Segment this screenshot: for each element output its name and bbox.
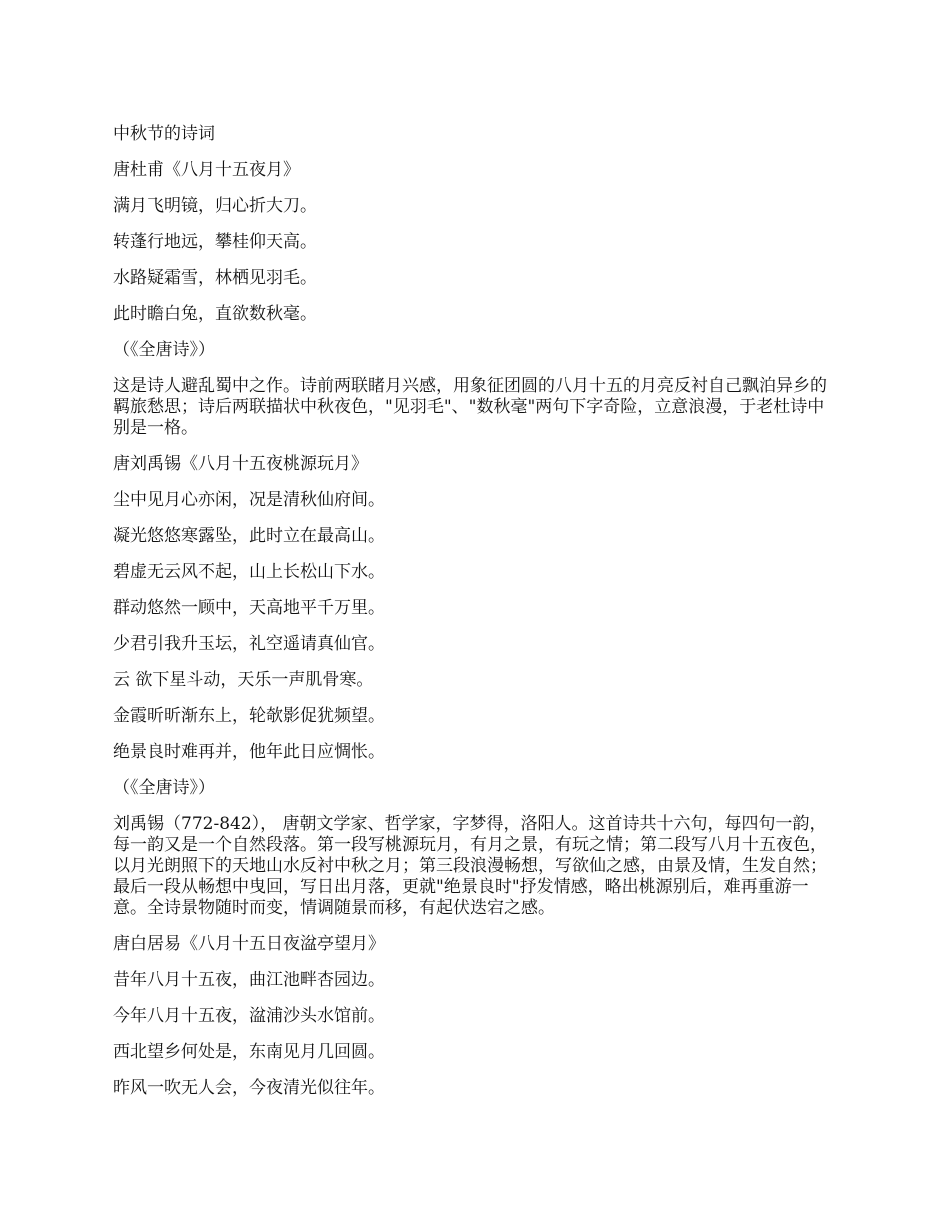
poem-line: 少君引我升玉坛，礼空遥请真仙官。 — [113, 634, 385, 654]
poem-line: 金霞昕昕渐东上，轮欹影促犹频望。 — [113, 706, 385, 726]
document-title: 中秋节的诗词 — [113, 124, 215, 144]
poem-line: 凝光悠悠寒露坠，此时立在最高山。 — [113, 526, 385, 546]
poem-line: 今年八月十五夜，湓浦沙头水馆前。 — [113, 1006, 385, 1026]
poem-line: 群动悠然一顾中，天高地平千万里。 — [113, 598, 385, 618]
poem-line: 昔年八月十五夜，曲江池畔杏园边。 — [113, 970, 385, 990]
poem-heading: 唐杜甫《八月十五夜月》 — [113, 160, 300, 180]
poem-line: 云 欲下星斗动，天乐一声肌骨寒。 — [113, 670, 374, 690]
poem-heading: 唐白居易《八月十五日夜湓亭望月》 — [113, 934, 385, 954]
poem-heading: 唐刘禹锡《八月十五夜桃源玩月》 — [113, 454, 368, 474]
poem-line: 水路疑霜雪，林栖见羽毛。 — [113, 268, 317, 288]
poem-line: 尘中见月心亦闲，况是清秋仙府间。 — [113, 490, 385, 510]
commentary-paragraph: 刘禹锡（772-842）， 唐朝文学家、哲学家，字梦得，洛阳人。这首诗共十六句，每四句一韵，每一韵又是一个自然段落。第一段写桃源玩月，有月之景，有玩之情；第二段写八月十五夜色，以月光朗照下的天地山水反衬中秋之月；第三段浪漫畅想，写欲仙之感，由景及情，生发自然；最后一段从畅想中曳回，写日出月落，更就"绝景良时"抒发情感，略出桃源别后，难再重游一意。全诗景物随时而变，情调随景而移，有起伏迭宕之感。 — [113, 814, 827, 918]
poem-line: 此时瞻白兔，直欲数秋毫。 — [113, 304, 317, 324]
commentary-paragraph: 这是诗人避乱蜀中之作。诗前两联睹月兴感，用象征团圆的八月十五的月亮反衬自己飘泊异乡的羁旅愁思；诗后两联描状中秋夜色，"见羽毛"、"数秋毫"两句下字奇险，立意浪漫，于老杜诗中别是一格。 — [113, 376, 827, 438]
poem-source: （《全唐诗》） — [113, 340, 215, 360]
document-page — [113, 124, 841, 1114]
poem-line: 转蓬行地远，攀桂仰天高。 — [113, 232, 317, 252]
poem-line: 昨风一吹无人会，今夜清光似往年。 — [113, 1078, 385, 1098]
poem-line: 西北望乡何处是，东南见月几回圆。 — [113, 1042, 385, 1062]
poem-line: 满月飞明镜，归心折大刀。 — [113, 196, 317, 216]
poem-line: 碧虚无云风不起，山上长松山下水。 — [113, 562, 385, 582]
poem-source: （《全唐诗》） — [113, 778, 215, 798]
poem-line: 绝景良时难再并，他年此日应惆怅。 — [113, 742, 385, 762]
